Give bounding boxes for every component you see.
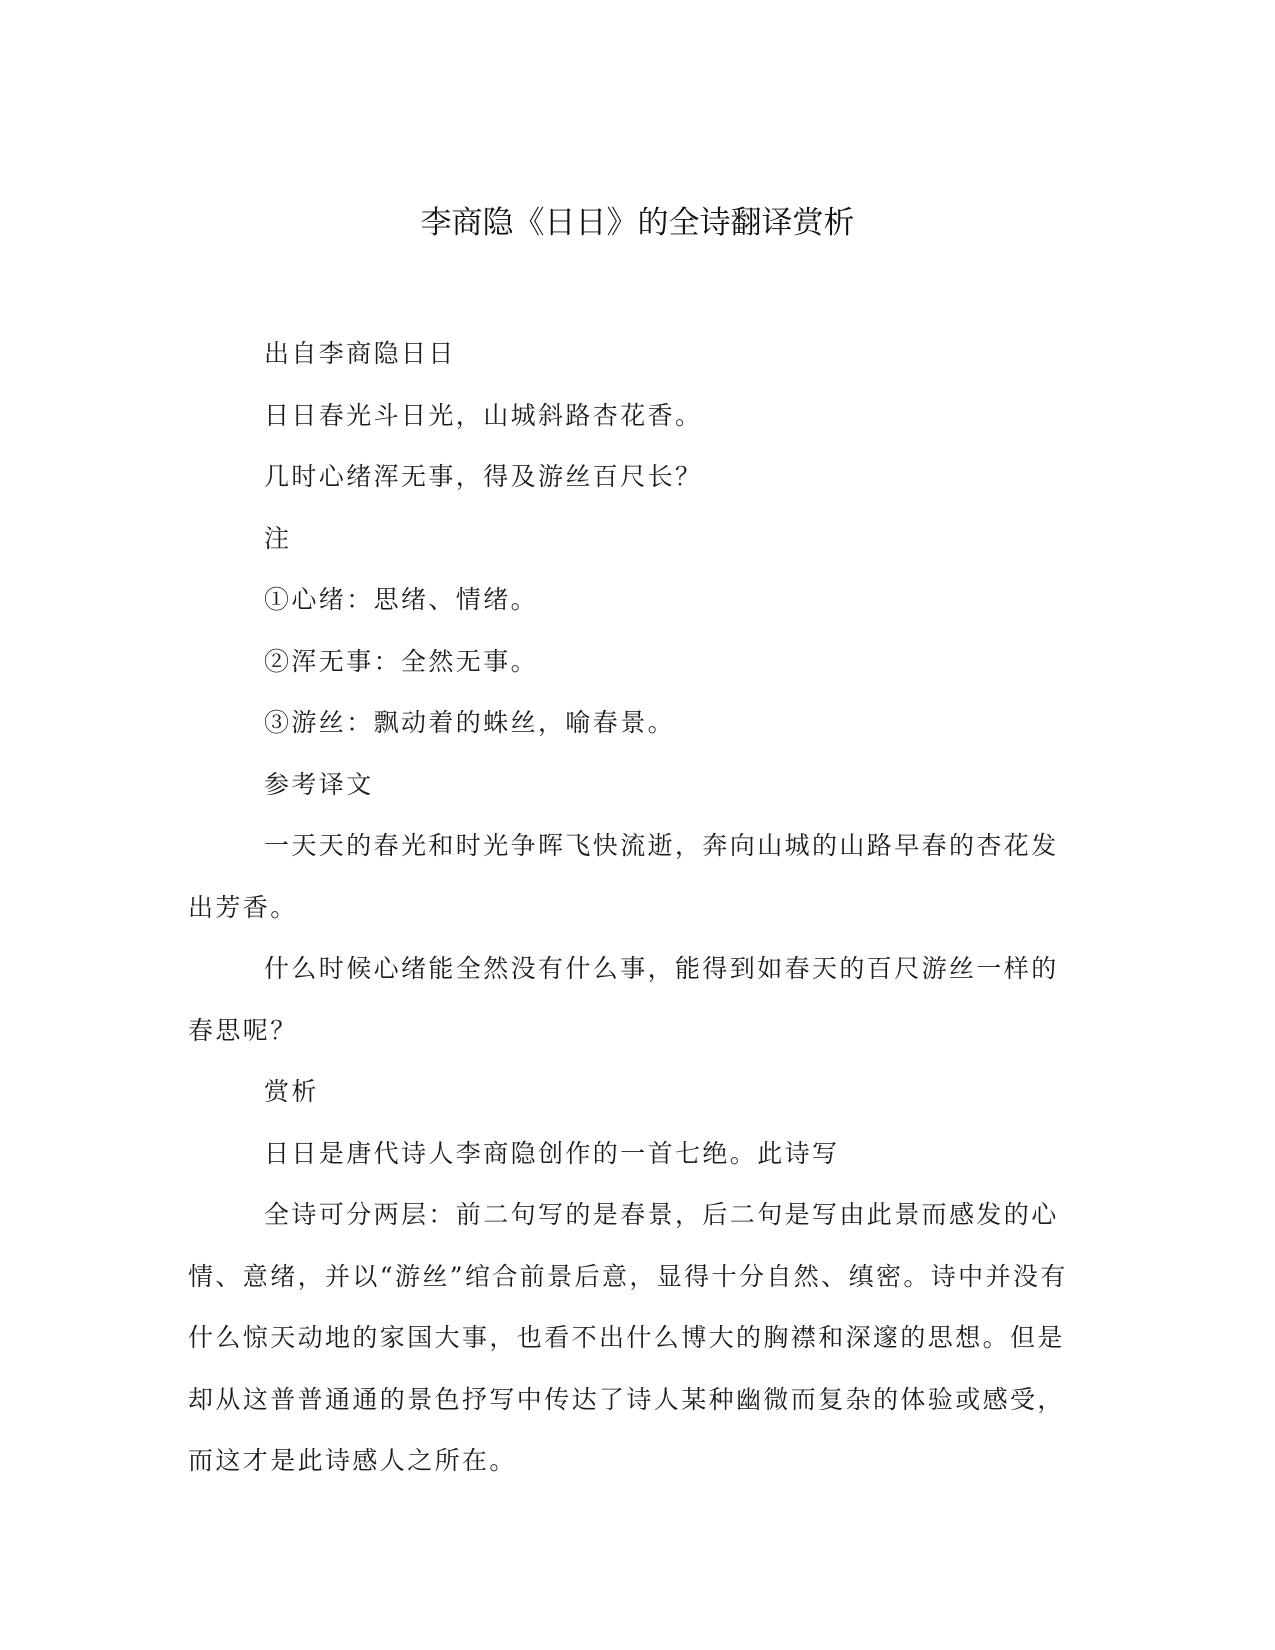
note-1: ①心绪：思绪、情绪。 bbox=[264, 585, 539, 614]
appreciation-paragraph-1: 日日是唐代诗人李商隐创作的一首七绝。此诗写 bbox=[264, 1138, 840, 1168]
document-body bbox=[188, 323, 1078, 1492]
appreciation-paragraph-2: 全诗可分两层：前二句写的是春景，后二句是写由此景而感发的心情、意绪，并以“游丝”绾合前景后意，显得十分自然、缜密。诗中并没有什么惊天动地的家国大事，也看不出什么博大的胸襟和深邃的思想。但是却从这普普通通的景色抒写中传达了诗人某种幽微而复杂的体验或感受，而这才是此诗感人之所在。 bbox=[188, 1200, 1068, 1475]
translation-paragraph-1: 一天天的春光和时光争晖飞快流逝，奔向山城的山路早春的杏花发出芳香。 bbox=[188, 831, 1059, 922]
document-title: 李商隐《日日》的全诗翻译赏析 bbox=[420, 205, 855, 241]
notes-heading: 注 bbox=[264, 523, 292, 553]
note-2: ②浑无事：全然无事。 bbox=[264, 646, 539, 676]
note-3: ③游丝：飘动着的蛛丝，喻春景。 bbox=[264, 708, 676, 737]
source-line: 出自李商隐日日 bbox=[264, 339, 456, 368]
appreciation-heading: 赏析 bbox=[264, 1077, 319, 1106]
poem-line-1: 日日春光斗日光，山城斜路杏花香。 bbox=[264, 400, 703, 430]
poem-line-2: 几时心绪浑无事，得及游丝百尺长？ bbox=[264, 462, 703, 491]
translation-paragraph-2: 什么时候心绪能全然没有什么事，能得到如春天的百尺游丝一样的春思呢？ bbox=[188, 954, 1059, 1045]
translation-heading: 参考译文 bbox=[264, 769, 374, 799]
